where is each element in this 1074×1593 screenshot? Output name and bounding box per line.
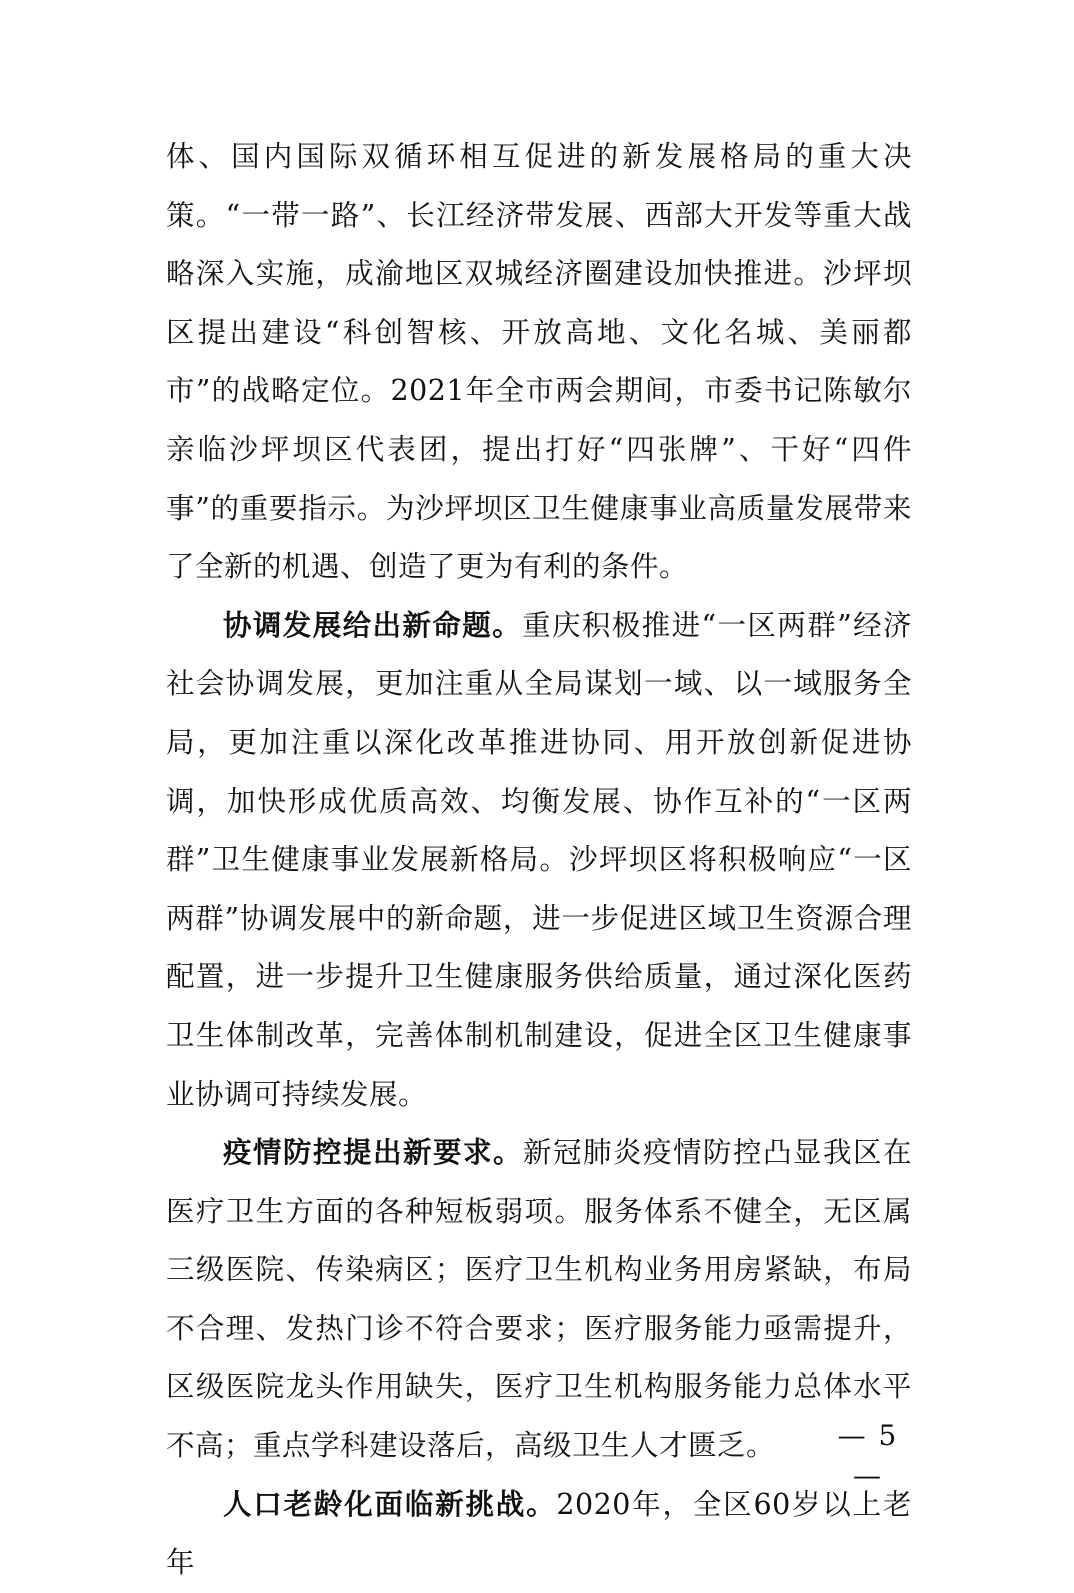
paragraph-text: 新冠肺炎疫情防控凸显我区在医疗卫生方面的各种短板弱项。服务体系不健全，无区属三级医院、传染病区；医疗卫生机构业务用房紧缺，布局不合理、发热门诊不符合要求；医疗服务能力亟需提升，区级医院龙头作用缺失，医疗卫生机构服务能力总体水平不高；重点学科建设落后，高级卫生人才匮乏。 [166, 1136, 912, 1463]
paragraph-text: 重庆积极推进“一区两群”经济社会协调发展，更加注重从全局谋划一域、以一域服务全局，更加注重以深化改革推进协同、用开放创新促进协调，加快形成优质高效、均衡发展、协作互补的“一区两群”卫生健康事业发展新格局。沙坪坝区将积极响应“一区两群”协调发展中的新命题，进一步促进区域卫生资源合理配置，进一步提升卫生健康服务供给质量，通过深化医药卫生体制改革，完善体制机制建设，促进全区卫生健康事业协调可持续发展。 [166, 608, 912, 1111]
paragraph-heading: 疫情防控提出新要求。 [223, 1136, 523, 1170]
paragraph-strategic-opportunities [166, 128, 912, 597]
paragraph-coordinated-development [166, 597, 912, 1124]
page-number: — 5 — [837, 1419, 899, 1492]
paragraph-heading: 协调发展给出新命题。 [223, 608, 523, 642]
paragraph-population-aging [166, 1476, 912, 1593]
paragraph-text: 2020年，全区60岁以上老年 [166, 1487, 912, 1580]
paragraph-epidemic-prevention [166, 1124, 912, 1476]
paragraph-heading: 人口老龄化面临新挑战。 [223, 1487, 557, 1521]
document-body [166, 128, 912, 1593]
paragraph-text: 体、国内国际双循环相互促进的新发展格局的重大决策。“一带一路”、长江经济带发展、西部大开发等重大战略深入实施，成渝地区双城经济圈建设加快推进。沙坪坝区提出建设“科创智核、开放高地、文化名城、美丽都市”的战略定位。2021年全市两会期间，市委书记陈敏尔亲临沙坪坝区代表团，提出打好“四张牌”、干好“四件事”的重要指示。为沙坪坝区卫生健康事业高质量发展带来了全新的机遇、创造了更为有利的条件。 [166, 140, 912, 584]
